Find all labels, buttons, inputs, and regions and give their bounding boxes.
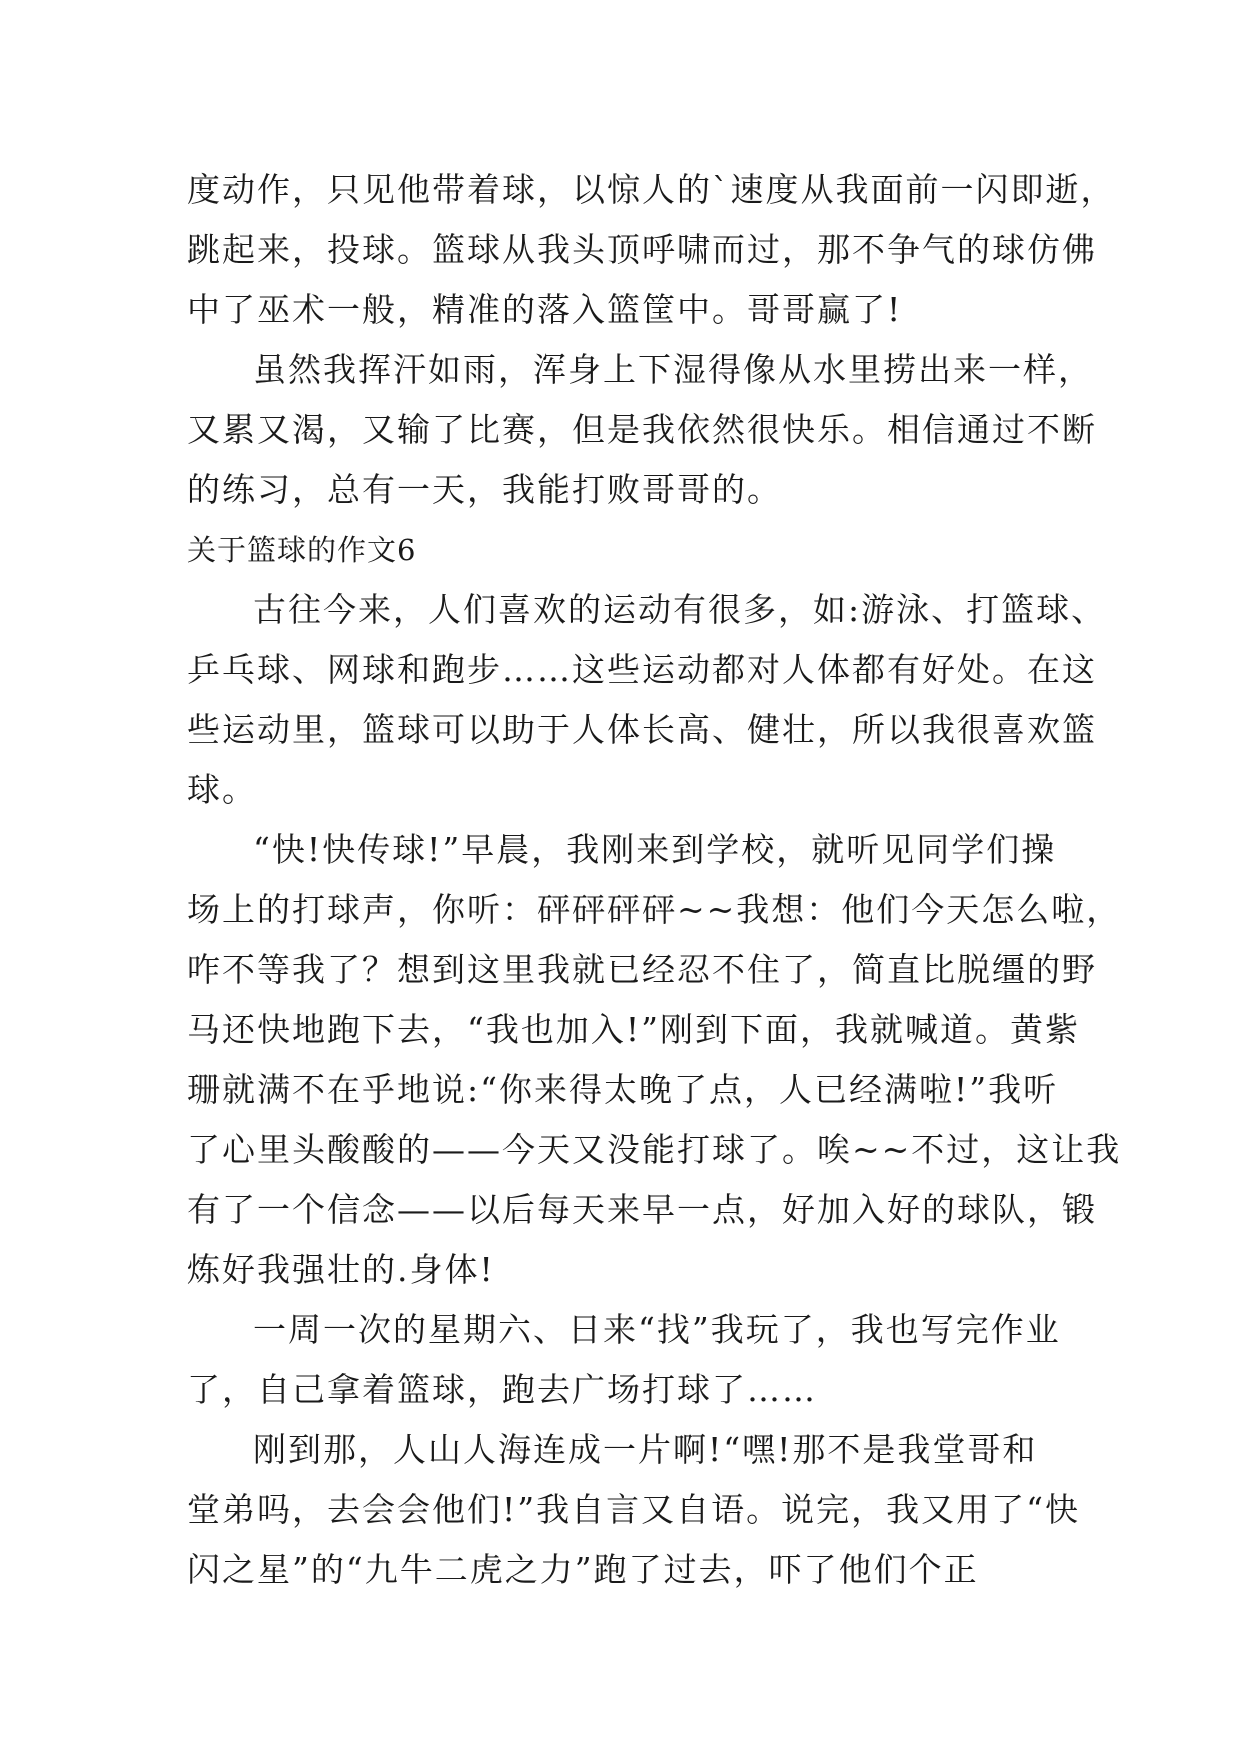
text-line: 乒乓球、网球和跑步……这些运动都对人体都有好处。在这 [187, 650, 1097, 689]
text-line: 珊就满不在乎地说:“你来得太晚了点，人已经满啦!”我听 [187, 1070, 1059, 1109]
text-line: 炼好我强壮的.身体! [187, 1250, 495, 1289]
text-line: 球。 [187, 770, 257, 809]
text-line: 跳起来，投球。篮球从我头顶呼啸而过，那不争气的球仿佛 [187, 230, 1097, 269]
text-line: 了，自己拿着篮球，跑去广场打球了…… [187, 1370, 817, 1409]
text-line: 堂弟吗，去会会他们!”我自言又自语。说完，我又用了“快 [187, 1490, 1081, 1529]
text-line: 马还快地跑下去，“我也加入!”刚到下面，我就喊道。黄紫 [187, 1010, 1081, 1049]
paragraph-start-line: 一周一次的星期六、日来“找”我玩了，我也写完作业 [253, 1310, 1061, 1349]
document-body [187, 160, 1122, 1600]
paragraph-start-line: 古往今来，人们喜欢的运动有很多，如:游泳、打篮球、 [253, 590, 1107, 629]
text-line: 了心里头酸酸的——今天又没能打球了。唉~~不过，这让我 [187, 1130, 1122, 1169]
text-line: 的练习，总有一天，我能打败哥哥的。 [187, 470, 782, 509]
text-line: 又累又渴，又输了比赛，但是我依然很快乐。相信通过不断 [187, 410, 1097, 449]
paragraph-start-line: 刚到那，人山人海连成一片啊!“嘿!那不是我堂哥和 [253, 1430, 1038, 1469]
text-line: 闪之星”的“九牛二虎之力”跑了过去，吓了他们个正 [187, 1550, 979, 1589]
paragraph-start-line: 虽然我挥汗如雨，浑身上下湿得像从水里捞出来一样， [253, 350, 1093, 389]
text-line: 咋不等我了？想到这里我就已经忍不住了，简直比脱缰的野 [187, 950, 1097, 989]
section-heading: 关于篮球的作文6 [187, 533, 417, 567]
text-line: 场上的打球声，你听：砰砰砰砰~~我想：他们今天怎么啦， [187, 890, 1122, 929]
text-line: 中了巫术一般，精准的落入篮筐中。哥哥赢了! [187, 290, 903, 329]
paragraph-start-line: “快!快传球!”早晨，我刚来到学校，就听见同学们操 [253, 830, 1057, 869]
text-line: 些运动里，篮球可以助于人体长高、健壮，所以我很喜欢篮 [187, 710, 1097, 749]
text-line: 有了一个信念——以后每天来早一点，好加入好的球队，锻 [187, 1190, 1097, 1229]
text-line: 度动作，只见他带着球，以惊人的`速度从我面前一闪即逝， [187, 170, 1116, 209]
